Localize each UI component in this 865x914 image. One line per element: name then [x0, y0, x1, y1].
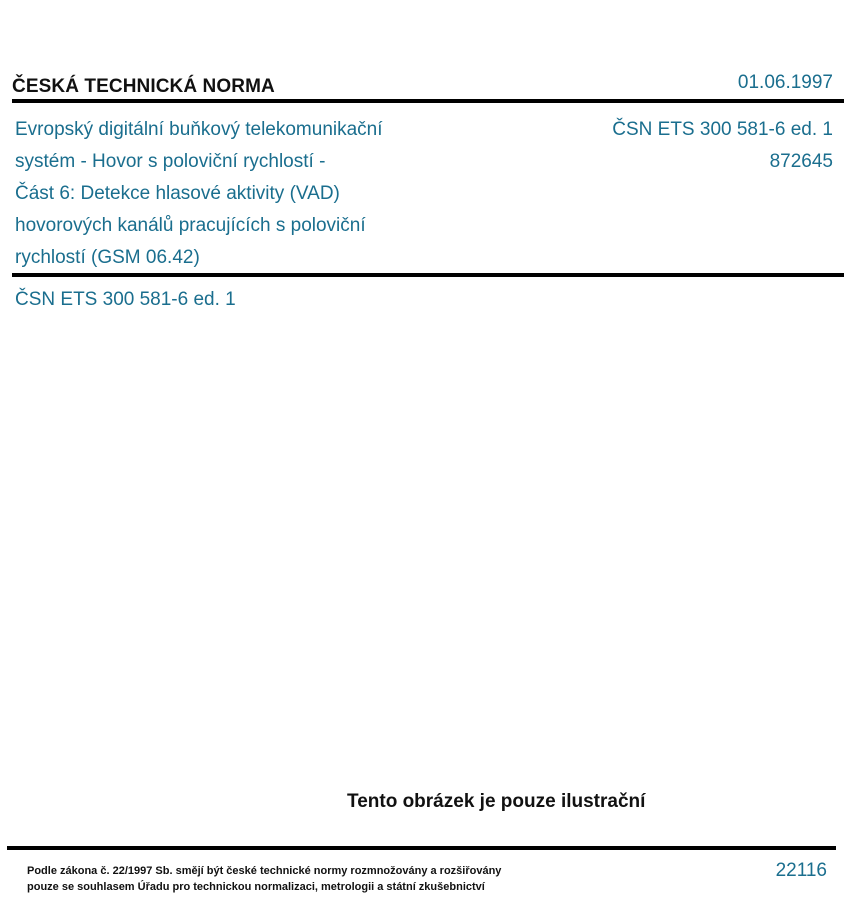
- title-line: Evropský digitální buňkový telekomunikační: [15, 119, 383, 140]
- issue-date: 01.06.1997: [737, 72, 833, 93]
- title-line: rychlostí (GSM 06.42): [15, 247, 200, 268]
- catalog-number: 872645: [769, 151, 833, 172]
- legal-notice: [27, 863, 501, 895]
- standard-title: [15, 114, 455, 274]
- title-line: systém - Hovor s poloviční rychlostí -: [15, 151, 326, 172]
- middle-divider: [12, 273, 844, 277]
- standard-subtitle: ČSN ETS 300 581-6 ed. 1: [15, 289, 236, 310]
- document-code: 22116: [775, 860, 827, 881]
- title-line: Část 6: Detekce hlasové aktivity (VAD): [15, 183, 340, 204]
- document-type-heading: ČESKÁ TECHNICKÁ NORMA: [12, 76, 275, 97]
- legal-line: Podle zákona č. 22/1997 Sb. smějí být české technické normy rozmnožovány a rozšiřovány: [27, 865, 502, 877]
- top-divider: [12, 99, 844, 103]
- standard-number: ČSN ETS 300 581-6 ed. 1: [612, 119, 833, 140]
- legal-line: pouze se souhlasem Úřadu pro technickou normalizaci, metrologii a státní zkušebnictví: [27, 881, 485, 893]
- footer-divider: [7, 846, 836, 850]
- standard-identifier: [612, 114, 833, 178]
- title-line: hovorových kanálů pracujících s poloviční: [15, 215, 366, 236]
- illustration-note: Tento obrázek je pouze ilustrační: [347, 791, 646, 812]
